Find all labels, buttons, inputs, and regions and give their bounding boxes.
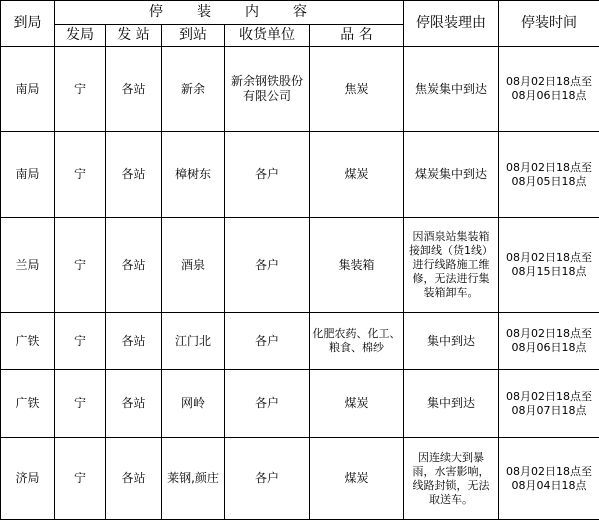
cell-product: 化肥农药、化工、粮食、棉纱 <box>310 313 404 370</box>
cell-consignee: 新余钢铁股份有限公司 <box>225 47 310 132</box>
cell-product: 集装箱 <box>310 218 404 313</box>
cell-to-station: 酒泉 <box>162 218 225 313</box>
cell-consignee: 各户 <box>225 313 310 370</box>
header-bureau: 到局 <box>1 1 55 47</box>
cell-reason: 集中到达 <box>404 370 499 438</box>
header-row-1 <box>1 1 599 25</box>
cell-from-station: 各站 <box>106 370 162 438</box>
header-suspension-content: 停装内容 <box>55 1 404 25</box>
cell-bureau: 兰局 <box>1 218 55 313</box>
cell-bureau: 南局 <box>1 132 55 218</box>
table-row <box>1 438 599 520</box>
header-from-station: 发 站 <box>106 25 162 47</box>
cell-from-station: 各站 <box>106 47 162 132</box>
cell-consignee: 各户 <box>225 218 310 313</box>
cell-from-bureau: 宁 <box>55 47 106 132</box>
cell-bureau: 广铁 <box>1 370 55 438</box>
cell-consignee: 各户 <box>225 438 310 520</box>
cell-from-bureau: 宁 <box>55 313 106 370</box>
header-from-bureau: 发局 <box>55 25 106 47</box>
cell-bureau: 济局 <box>1 438 55 520</box>
cell-reason: 焦炭集中到达 <box>404 47 499 132</box>
cell-product: 煤炭 <box>310 438 404 520</box>
cell-to-station: 新余 <box>162 47 225 132</box>
cell-from-station: 各站 <box>106 438 162 520</box>
table-row <box>1 132 599 218</box>
cell-to-station: 樟树东 <box>162 132 225 218</box>
header-time: 停装时间 <box>499 1 599 47</box>
cell-to-station: 江门北 <box>162 313 225 370</box>
cell-time: 08月02日18点至08月04日18点 <box>499 438 599 520</box>
cell-time: 08月02日18点至08月05日18点 <box>499 132 599 218</box>
cell-time: 08月02日18点至08月07日18点 <box>499 370 599 438</box>
cell-reason: 煤炭集中到达 <box>404 132 499 218</box>
cell-from-station: 各站 <box>106 313 162 370</box>
cell-product: 煤炭 <box>310 370 404 438</box>
cell-from-bureau: 宁 <box>55 370 106 438</box>
table-row <box>1 47 599 132</box>
cell-from-bureau: 宁 <box>55 438 106 520</box>
table-row <box>1 218 599 313</box>
header-consignee: 收货单位 <box>225 25 310 47</box>
cell-time: 08月02日18点至08月15日18点 <box>499 218 599 313</box>
cell-from-station: 各站 <box>106 132 162 218</box>
table-row <box>1 313 599 370</box>
cell-from-bureau: 宁 <box>55 132 106 218</box>
header-to-station: 到站 <box>162 25 225 47</box>
cell-time: 08月02日18点至08月06日18点 <box>499 47 599 132</box>
header-product: 品 名 <box>310 25 404 47</box>
cell-from-station: 各站 <box>106 218 162 313</box>
cell-to-station: 莱钢,颜庄 <box>162 438 225 520</box>
cell-to-station: 网岭 <box>162 370 225 438</box>
cell-product: 煤炭 <box>310 132 404 218</box>
cell-bureau: 南局 <box>1 47 55 132</box>
cell-reason: 集中到达 <box>404 313 499 370</box>
cell-reason: 因酒泉站集装箱接卸线（货1线）进行线路施工维修，无法进行集装箱卸车。 <box>404 218 499 313</box>
cell-consignee: 各户 <box>225 132 310 218</box>
cell-bureau: 广铁 <box>1 313 55 370</box>
cell-reason: 因连续大到暴雨，水害影响，线路封锁，无法取送车。 <box>404 438 499 520</box>
cell-consignee: 各户 <box>225 370 310 438</box>
cell-product: 焦炭 <box>310 47 404 132</box>
header-reason: 停限装理由 <box>404 1 499 47</box>
cell-time: 08月02日18点至08月06日18点 <box>499 313 599 370</box>
table-row <box>1 370 599 438</box>
cell-from-bureau: 宁 <box>55 218 106 313</box>
